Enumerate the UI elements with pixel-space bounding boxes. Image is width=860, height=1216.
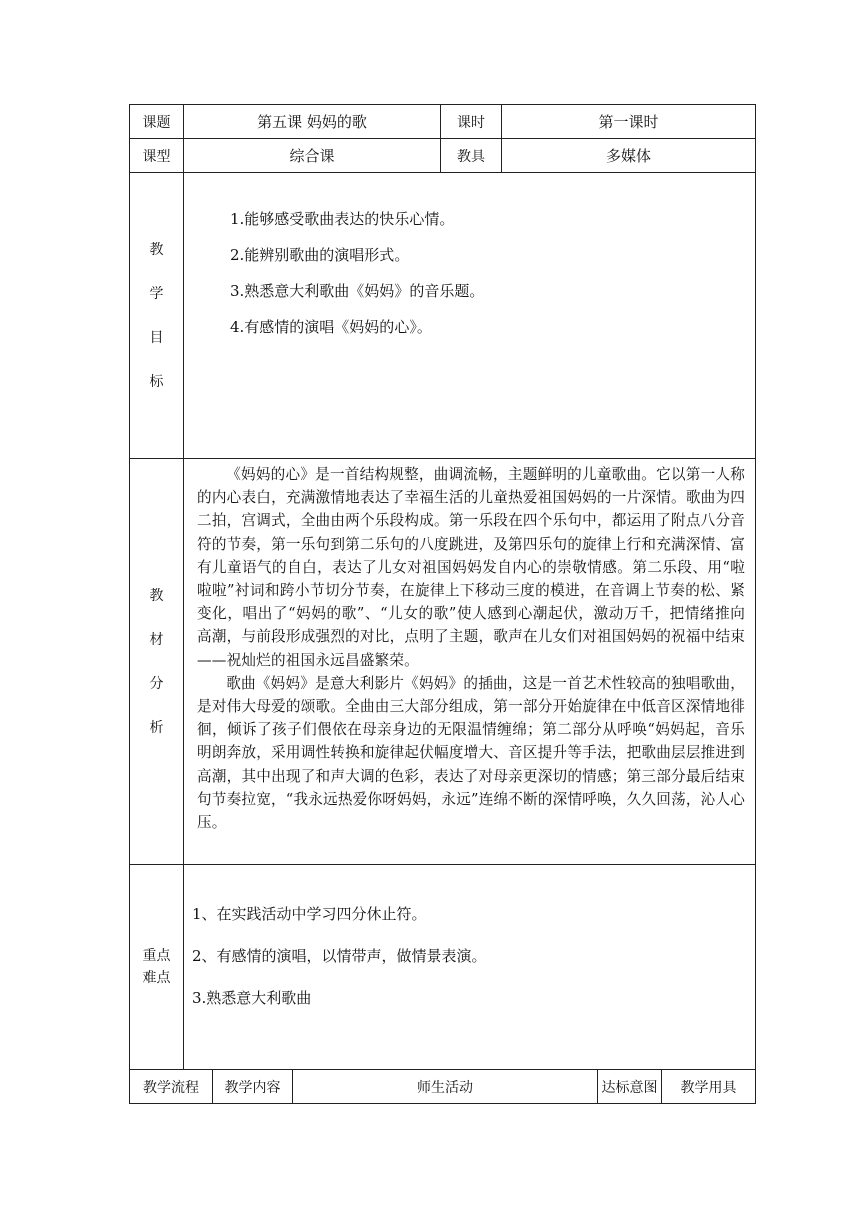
process-col-flow: 教学流程 bbox=[130, 1070, 213, 1104]
process-header-row bbox=[130, 1070, 756, 1104]
process-col-intent: 达标意图 bbox=[598, 1070, 662, 1104]
period-label: 课时 bbox=[441, 105, 502, 139]
objectives-list bbox=[184, 173, 756, 459]
process-col-content: 教学内容 bbox=[213, 1070, 293, 1104]
analysis-paragraph: 歌曲《妈妈》是意大利影片《妈妈》的插曲，这是一首艺术性较高的独唱歌曲，是对伟大母爱的颂歌。全曲由三大部分组成，第一部分开始旋律在中低音区深情地徘徊，倾诉了孩子们偎依在母亲身边的无限温情缠绵；第二部分从呼唤“妈妈起，音乐明朗奔放，采用调性转换和旋律起伏幅度增大、音区提升等手法，把歌曲层层推进到高潮，其中出现了和声大调的色彩，表达了对母亲更深切的情感；第三部分最后结束句节奏拉宽，“我永远热爱你呀妈妈，永远”连绵不断的深情呼唤，久久回荡，沁人心压。 bbox=[197, 674, 746, 832]
key-points-row bbox=[130, 865, 756, 1070]
objectives-row bbox=[130, 173, 756, 459]
process-col-tools: 教学用具 bbox=[662, 1070, 756, 1104]
objective-item: 1.能够感受歌曲表达的快乐心情。 bbox=[230, 210, 455, 228]
process-col-activities: 师生活动 bbox=[293, 1070, 598, 1104]
key-point-item: 3.熟悉意大利歌曲 bbox=[192, 989, 312, 1007]
tools-value: 多媒体 bbox=[502, 139, 756, 173]
objective-item: 4.有感情的演唱《妈妈的心》。 bbox=[230, 318, 432, 336]
objective-item: 3.熟悉意大利歌曲《妈妈》的音乐题。 bbox=[230, 282, 485, 300]
key-point-item: 2、有感情的演唱，以情带声，做情景表演。 bbox=[192, 947, 487, 965]
type-value: 综合课 bbox=[184, 139, 441, 173]
analysis-paragraph: 《妈妈的心》是一首结构规整，曲调流畅，主题鲜明的儿童歌曲。它以第一人称的内心表白，充满激情地表达了幸福生活的儿童热爱祖国妈妈的一片深情。歌曲为四二拍，宫调式，全曲由两个乐段构成。第一乐段在四个乐句中，都运用了附点八分音符的节奏，第一乐句到第二乐句的八度跳进，及第四乐句的旋律上行和充满深情、富有儿童语气的自白，表达了儿女对祖国妈妈发自内心的崇敬情感。第二乐段、用“啦啦啦”衬词和跨小节切分节奏，在旋律上下移动三度的模进，在音调上节奏的松、紧变化，唱出了“妈妈的歌”、“儿女的歌”使人感到心潮起伏，激动万千，把情绪推向高潮，与前段形成强烈的对比，点明了主题，歌声在儿女们对祖国妈妈的祝福中结束——祝灿烂的祖国永远昌盛繁荣。 bbox=[197, 466, 746, 669]
tools-label: 教具 bbox=[441, 139, 502, 173]
topic-row bbox=[130, 105, 756, 139]
objective-item: 2.能辨别歌曲的演唱形式。 bbox=[230, 246, 410, 264]
key-point-item: 1、在实践活动中学习四分休止符。 bbox=[192, 905, 427, 923]
analysis-label: 教 材 分 析 bbox=[130, 459, 184, 865]
lesson-plan-table bbox=[129, 104, 756, 1104]
topic-label: 课题 bbox=[130, 105, 184, 139]
analysis-text bbox=[184, 459, 756, 865]
topic-value: 第五课 妈妈的歌 bbox=[184, 105, 441, 139]
key-points-list bbox=[184, 865, 756, 1070]
type-row bbox=[130, 139, 756, 173]
objectives-label: 教 学 目 标 bbox=[130, 173, 184, 459]
type-label: 课型 bbox=[130, 139, 184, 173]
period-value: 第一课时 bbox=[502, 105, 756, 139]
key-points-label: 重点 难点 bbox=[130, 865, 184, 1070]
analysis-row bbox=[130, 459, 756, 865]
